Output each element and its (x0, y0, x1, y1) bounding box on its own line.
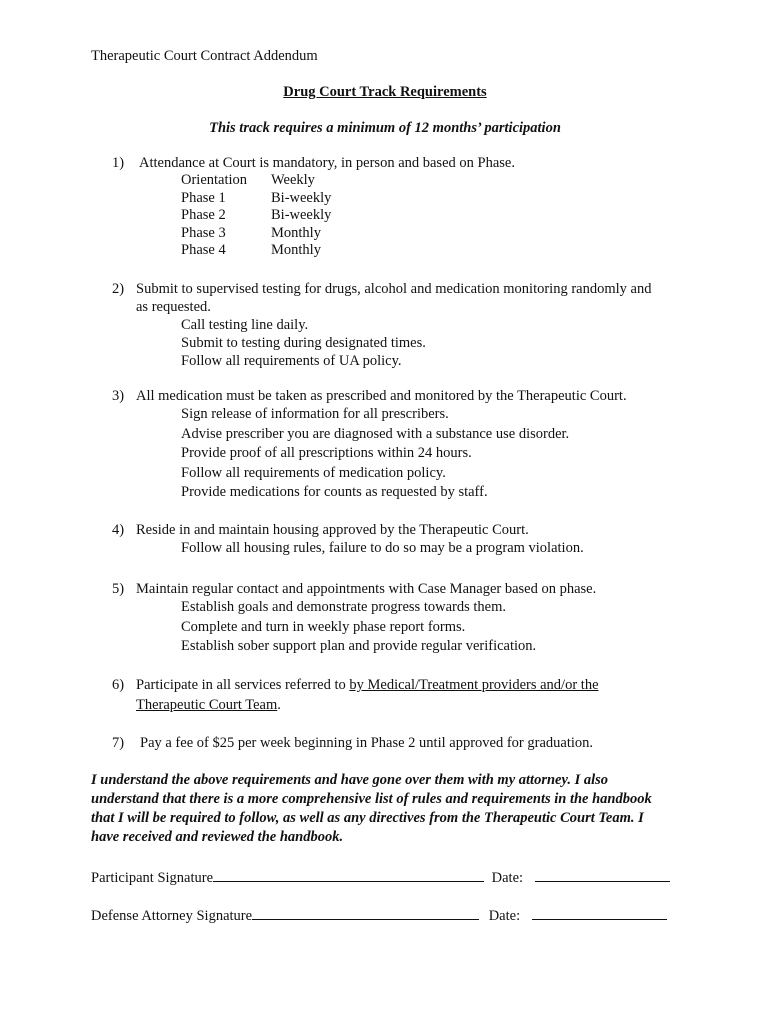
sub-requirement: Submit to testing during designated times. (181, 335, 426, 351)
phase-schedule (112, 172, 687, 260)
requirement-4 (112, 521, 687, 559)
document-title: Drug Court Track Requirements (283, 84, 487, 100)
participant-date-line[interactable] (535, 869, 670, 882)
phase-name: Orientation (181, 172, 248, 188)
sub-requirement: Establish sober support plan and provide regular verification. (181, 638, 537, 654)
acknowledgement-statement (91, 771, 691, 847)
attorney-signature-row (91, 907, 691, 925)
sub-requirement: Sign release of information for all prescribers. (181, 406, 449, 422)
item-text: Maintain regular contact and appointments with Case Manager based on phase. (136, 581, 597, 597)
item-text-suffix: . (277, 696, 281, 713)
item-text: Pay a fee of $25 per week beginning in Phase 2 until approved for graduation. (140, 735, 593, 751)
attorney-date-line[interactable] (532, 907, 667, 920)
item-number: 3) (112, 388, 125, 404)
item-text-line (136, 696, 687, 716)
requirement-2 (112, 280, 687, 370)
document-header: Therapeutic Court Contract Addendum (91, 48, 318, 64)
phase-name: Phase 3 (181, 224, 226, 241)
item-text-underlined: Therapeutic Court Team (136, 696, 278, 713)
sub-requirement: Provide proof of all prescriptions within 24 hours. (181, 445, 472, 461)
attorney-signature-label: Defense Attorney Signature (91, 908, 253, 924)
acknowledgement-line: that I will be required to follow, as well as any directives from the Therapeutic Court Team. I (91, 810, 644, 826)
requirement-6 (112, 676, 687, 715)
sub-requirement: Follow all housing rules, failure to do so may be a program violation. (181, 540, 584, 556)
sub-requirement: Complete and turn in weekly phase report forms. (181, 618, 466, 635)
item-text: All medication must be taken as prescribed and monitored by the Therapeutic Court. (136, 388, 627, 404)
sub-requirement: Call testing line daily. (181, 317, 309, 333)
phase-name: Phase 2 (181, 207, 226, 224)
attorney-signature-line[interactable] (252, 907, 479, 920)
phase-row (181, 242, 687, 260)
item-text-line: Submit to supervised testing for drugs, alcohol and medication monitoring randomly and (136, 281, 652, 297)
item-number: 6) (112, 677, 125, 693)
phase-frequency: Bi-weekly (271, 189, 332, 206)
document-subtitle: This track requires a minimum of 12 months’ participation (209, 120, 561, 136)
sub-requirement: Provide medications for counts as requested by staff. (181, 484, 488, 500)
phase-row (181, 190, 687, 208)
phase-frequency: Weekly (271, 172, 315, 188)
sub-requirement: Establish goals and demonstrate progress towards them. (181, 599, 506, 615)
sub-requirement: Advise prescriber you are diagnosed with a substance use disorder. (181, 425, 570, 442)
requirement-3 (112, 387, 687, 503)
sub-requirement: Follow all requirements of medication policy. (181, 464, 446, 481)
item-text: Reside in and maintain housing approved by the Therapeutic Court. (136, 522, 529, 538)
requirement-5 (112, 580, 687, 657)
acknowledgement-line: I understand the above requirements and have gone over them with my attorney. I also (91, 772, 609, 788)
item-number: 5) (112, 581, 125, 597)
phase-row (181, 172, 687, 190)
phase-name: Phase 4 (181, 242, 226, 259)
acknowledgement-line: understand that there is a more comprehensive list of rules and requirements in the handbook (91, 791, 652, 807)
participant-signature-label: Participant Signature (91, 870, 214, 886)
item-number: 4) (112, 522, 125, 538)
phase-name: Phase 1 (181, 189, 226, 206)
phase-row (181, 207, 687, 225)
phase-frequency: Monthly (271, 224, 321, 241)
requirement-1 (112, 154, 687, 260)
item-number: 7) (112, 735, 125, 751)
phase-row (181, 225, 687, 243)
item-number: 2) (112, 281, 125, 297)
phase-frequency: Bi-weekly (271, 207, 332, 224)
date-label: Date: (488, 908, 521, 924)
acknowledgement-line: have received and reviewed the handbook. (91, 829, 344, 845)
participant-signature-row (91, 869, 691, 887)
item-text-line: as requested. (136, 299, 211, 315)
item-text: Attendance at Court is mandatory, in person and based on Phase. (139, 155, 515, 171)
sub-requirement: Follow all requirements of UA policy. (181, 353, 402, 369)
item-number: 1) (112, 155, 125, 171)
date-label: Date: (491, 870, 524, 886)
requirement-7 (112, 734, 687, 752)
item-text-line (136, 676, 687, 696)
participant-signature-line[interactable] (213, 869, 484, 882)
item-text-underlined: by Medical/Treatment providers and/or the (349, 677, 599, 693)
item-text-prefix: Participate in all services referred to (136, 677, 350, 693)
phase-frequency: Monthly (271, 242, 321, 259)
